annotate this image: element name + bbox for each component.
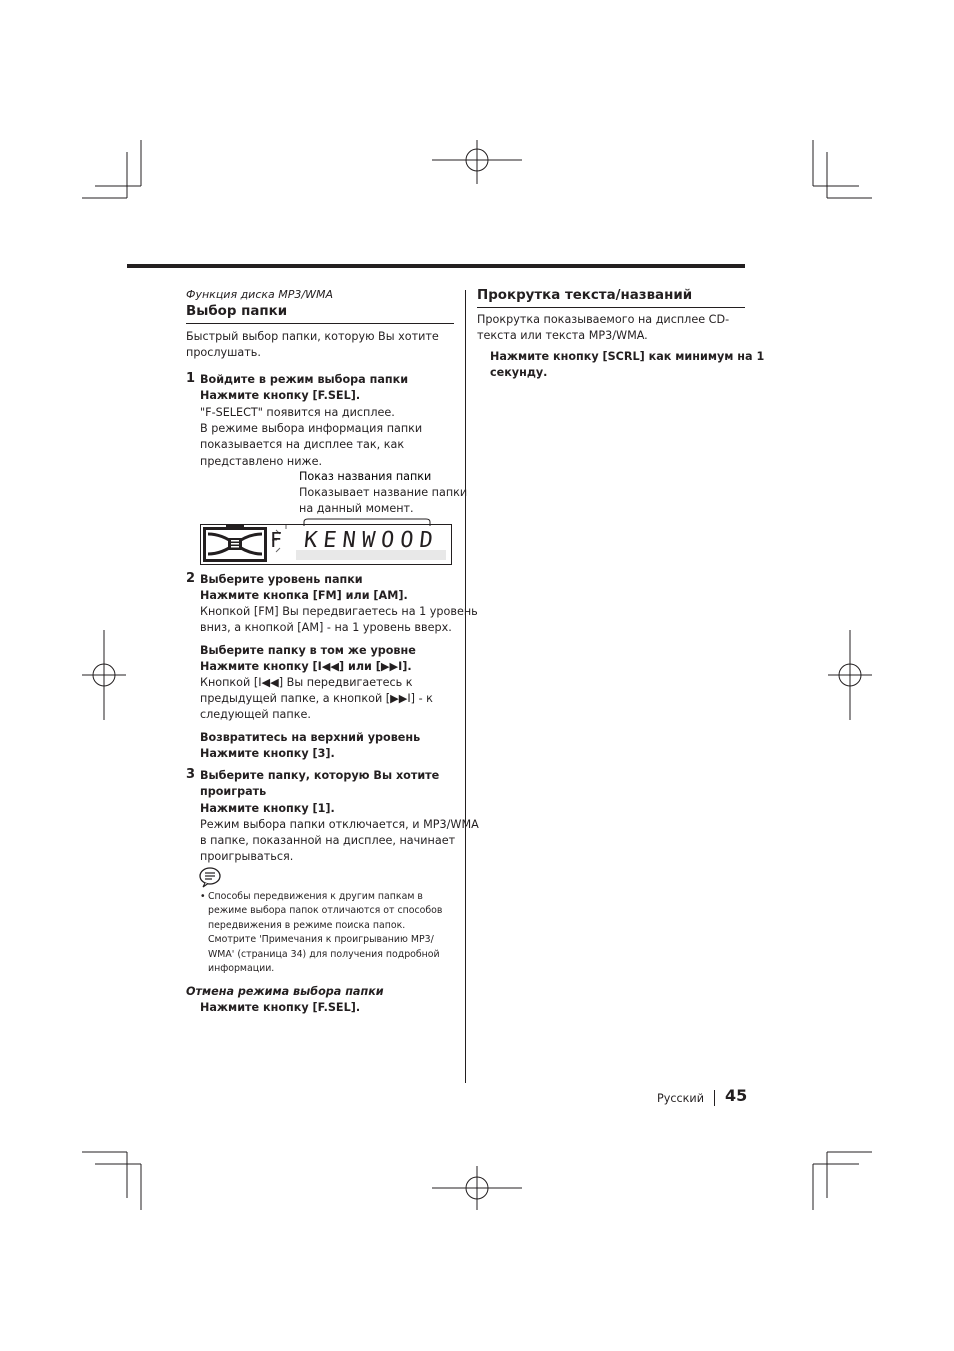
- right-body: [477, 312, 729, 344]
- body-line: в папке, показанной на дисплее, начинает: [200, 834, 456, 848]
- note-icon: [198, 866, 222, 888]
- step2-action: Нажмите кнопка [FM] или [AM].: [200, 589, 408, 602]
- lcd-folder-letter: F: [270, 528, 283, 552]
- action-line: секунду.: [490, 366, 548, 380]
- intro-line: Быстрый выбор папки, которую Вы хотите: [186, 330, 439, 343]
- step1-action: Нажмите кнопку [F.SEL].: [200, 389, 361, 402]
- lcd-folder-name: KENWOOD: [302, 528, 441, 553]
- body-line: предыдущей папке, а кнопкой [▶▶I] - к: [200, 692, 433, 706]
- step-number: 1: [186, 371, 196, 386]
- heading-line: проиграть: [200, 785, 267, 799]
- lcd-display: [200, 518, 452, 566]
- step3-body: [200, 817, 479, 866]
- body-line: вниз, а кнопкой [AM] - на 1 уровень вверх.: [200, 621, 452, 635]
- body-line: показывается на дисплее так, как: [200, 438, 405, 452]
- body-line: В режиме выбора информация папки: [200, 422, 423, 436]
- section-title: Выбор папки: [186, 304, 288, 319]
- note-bullet: •: [200, 891, 206, 902]
- step3-heading: [200, 768, 439, 800]
- step-number: 3: [186, 767, 196, 782]
- note-text: [208, 890, 442, 976]
- action-line: Нажмите кнопку [SCRL] как минимум на 1: [490, 350, 765, 363]
- footer-language: Русский: [657, 1092, 704, 1105]
- step3-action: Нажмите кнопку [1].: [200, 802, 335, 815]
- body-line: представлено ниже.: [200, 454, 323, 468]
- section-subtitle: Функция диска MP3/WMA: [186, 288, 333, 301]
- body-line: "F-SELECT" появится на дисплее.: [200, 406, 395, 419]
- callout-line: Показывает название папки: [299, 486, 468, 500]
- intro-line: прослушать.: [186, 346, 261, 360]
- cancel-heading: Отмена режима выбора папки: [186, 985, 384, 998]
- right-action: [490, 349, 764, 381]
- step2-heading: Выберите уровень папки: [200, 573, 363, 586]
- cancel-action: Нажмите кнопку [F.SEL].: [200, 1001, 361, 1014]
- page-number: 45: [725, 1086, 748, 1105]
- top-rule: [127, 264, 745, 268]
- note-line: информации.: [208, 963, 275, 975]
- body-line: проигрываться.: [200, 850, 294, 864]
- callout-title: Показ названия папки: [299, 470, 432, 483]
- right-section-title: Прокрутка текста/названий: [477, 288, 693, 303]
- body-line: Прокрутка показываемого на дисплее CD-: [477, 313, 730, 326]
- title-underline: [186, 323, 454, 324]
- step2-sub1-heading: Выберите папку в том же уровне: [200, 644, 416, 657]
- right-title-underline: [477, 307, 745, 308]
- body-line: Режим выбора папки отключается, и MP3/WMA: [200, 818, 479, 831]
- note-line: Смотрите 'Примечания к проигрыванию MP3/: [208, 934, 434, 946]
- column-divider: [465, 290, 466, 1083]
- step2-sub1-body: [200, 675, 433, 724]
- heading-line: Выберите папку, которую Вы хотите: [200, 769, 440, 782]
- note-line: режиме выбора папок отличаются от способов: [208, 905, 443, 917]
- note-line: передвижения в режиме поиска папок.: [208, 919, 406, 931]
- body-line: следующей папке.: [200, 708, 311, 722]
- step2-sub2-action: Нажмите кнопку [3].: [200, 747, 335, 760]
- body-line: Кнопкой [I◀◀] Вы передвигаетесь к: [200, 676, 413, 689]
- step2-sub2-heading: Возвратитесь на верхний уровень: [200, 731, 421, 744]
- callout: [299, 469, 467, 518]
- step2-sub1-action: Нажмите кнопку [I◀◀] или [▶▶I].: [200, 660, 412, 673]
- note-line: WMA' (страница 34) для получения подробной: [208, 948, 440, 960]
- step-number: 2: [186, 571, 196, 586]
- body-line: текста или текста MP3/WMA.: [477, 329, 648, 343]
- body-line: Кнопкой [FM] Вы передвигаетесь на 1 уровень: [200, 605, 478, 618]
- step1-body: [200, 405, 422, 470]
- callout-line: на данный момент.: [299, 502, 414, 516]
- step2-body: [200, 604, 478, 636]
- step1-heading: Войдите в режим выбора папки: [200, 373, 409, 386]
- footer-separator: [714, 1090, 715, 1106]
- intro-text: [186, 329, 439, 361]
- note-line: Способы передвижения к другим папкам в: [208, 891, 423, 902]
